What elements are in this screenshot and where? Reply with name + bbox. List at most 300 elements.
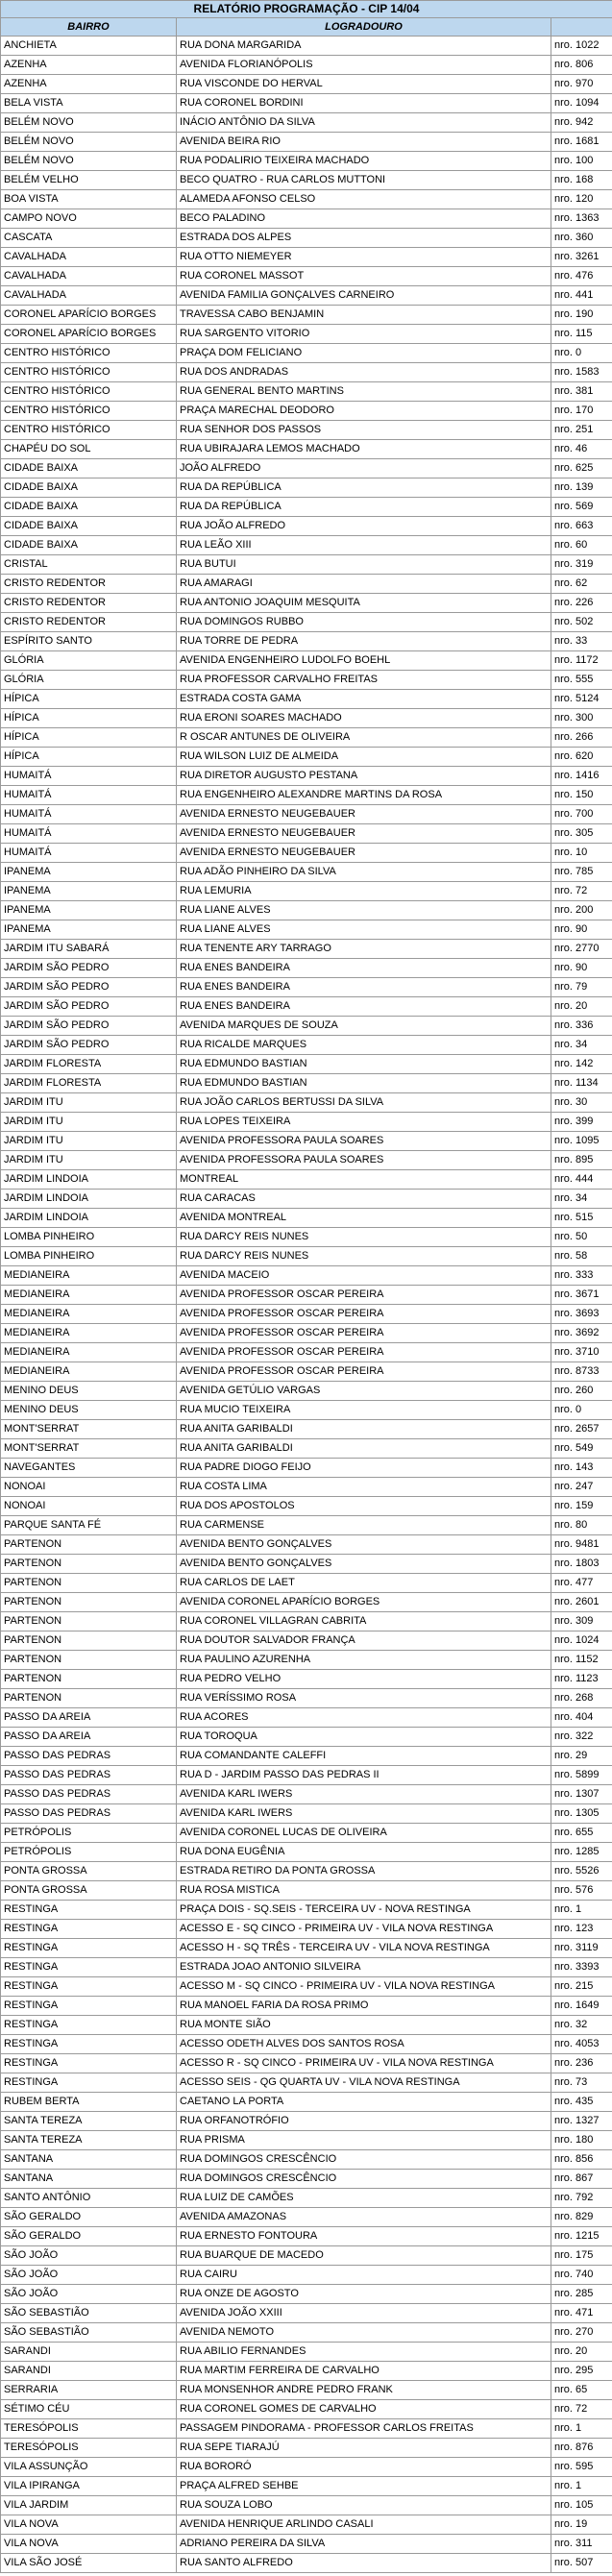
cell-logradouro[interactable]: RUA DIRETOR AUGUSTO PESTANA xyxy=(177,767,551,786)
cell-numero[interactable]: nro. 867 xyxy=(551,2170,612,2189)
cell-numero[interactable]: nro. 655 xyxy=(551,1824,612,1843)
cell-logradouro[interactable]: BECO QUATRO - RUA CARLOS MUTTONI xyxy=(177,171,551,190)
cell-logradouro[interactable]: RUA AMARAGI xyxy=(177,575,551,594)
cell-logradouro[interactable]: RUA ACORES xyxy=(177,1708,551,1728)
cell-bairro[interactable]: LOMBA PINHEIRO xyxy=(1,1228,177,1247)
cell-numero[interactable]: nro. 1363 xyxy=(551,209,612,229)
cell-bairro[interactable]: CAVALHADA xyxy=(1,248,177,267)
cell-numero[interactable]: nro. 620 xyxy=(551,748,612,767)
cell-numero[interactable]: nro. 1024 xyxy=(551,1631,612,1651)
cell-bairro[interactable]: CASCATA xyxy=(1,229,177,248)
cell-logradouro[interactable]: RUA ENES BANDEIRA xyxy=(177,997,551,1017)
cell-logradouro[interactable]: RUA ERONI SOARES MACHADO xyxy=(177,709,551,728)
cell-bairro[interactable]: BELÉM VELHO xyxy=(1,171,177,190)
cell-numero[interactable]: nro. 829 xyxy=(551,2208,612,2227)
cell-bairro[interactable]: RESTINGA xyxy=(1,1977,177,1997)
cell-logradouro[interactable]: AVENIDA BENTO GONÇALVES xyxy=(177,1555,551,1574)
cell-numero[interactable]: nro. 792 xyxy=(551,2189,612,2208)
cell-logradouro[interactable]: RUA PROFESSOR CARVALHO FREITAS xyxy=(177,671,551,690)
cell-numero[interactable]: nro. 20 xyxy=(551,997,612,1017)
cell-logradouro[interactable]: RUA ORFANOTRÓFIO xyxy=(177,2112,551,2131)
cell-bairro[interactable]: MENINO DEUS xyxy=(1,1382,177,1401)
cell-bairro[interactable]: CORONEL APARÍCIO BORGES xyxy=(1,306,177,325)
cell-logradouro[interactable]: RUA PRISMA xyxy=(177,2131,551,2150)
cell-numero[interactable]: nro. 159 xyxy=(551,1497,612,1516)
cell-numero[interactable]: nro. 3393 xyxy=(551,1958,612,1977)
cell-numero[interactable]: nro. 170 xyxy=(551,402,612,421)
cell-bairro[interactable]: PARTENON xyxy=(1,1689,177,1708)
cell-logradouro[interactable]: PASSAGEM PINDORAMA - PROFESSOR CARLOS FREITAS xyxy=(177,2419,551,2439)
column-header-numero[interactable] xyxy=(551,18,612,37)
cell-numero[interactable]: nro. 142 xyxy=(551,1055,612,1074)
cell-bairro[interactable]: CENTRO HISTÓRICO xyxy=(1,344,177,363)
cell-numero[interactable]: nro. 1 xyxy=(551,2477,612,2496)
cell-bairro[interactable]: PASSO DAS PEDRAS xyxy=(1,1766,177,1785)
cell-logradouro[interactable]: AVENIDA ERNESTO NEUGEBAUER xyxy=(177,824,551,844)
cell-numero[interactable]: nro. 123 xyxy=(551,1920,612,1939)
cell-logradouro[interactable]: RUA DOMINGOS CRESCÊNCIO xyxy=(177,2170,551,2189)
cell-numero[interactable]: nro. 1416 xyxy=(551,767,612,786)
cell-bairro[interactable]: NAVEGANTES xyxy=(1,1459,177,1478)
cell-bairro[interactable]: JARDIM FLORESTA xyxy=(1,1055,177,1074)
cell-bairro[interactable]: JARDIM ITU xyxy=(1,1151,177,1170)
cell-logradouro[interactable]: RUA SOUZA LOBO xyxy=(177,2496,551,2515)
cell-bairro[interactable]: PASSO DAS PEDRAS xyxy=(1,1804,177,1824)
cell-numero[interactable]: nro. 270 xyxy=(551,2323,612,2343)
cell-numero[interactable]: nro. 3710 xyxy=(551,1343,612,1362)
cell-logradouro[interactable]: AVENIDA MARQUES DE SOUZA xyxy=(177,1017,551,1036)
cell-bairro[interactable]: SANTANA xyxy=(1,2150,177,2170)
cell-bairro[interactable]: BELA VISTA xyxy=(1,94,177,113)
cell-numero[interactable]: nro. 115 xyxy=(551,325,612,344)
cell-bairro[interactable]: MONT'SERRAT xyxy=(1,1439,177,1459)
cell-bairro[interactable]: PETRÓPOLIS xyxy=(1,1843,177,1862)
cell-numero[interactable]: nro. 58 xyxy=(551,1247,612,1266)
cell-logradouro[interactable]: RUA ENGENHEIRO ALEXANDRE MARTINS DA ROSA xyxy=(177,786,551,805)
cell-numero[interactable]: nro. 3671 xyxy=(551,1286,612,1305)
cell-numero[interactable]: nro. 200 xyxy=(551,901,612,920)
cell-logradouro[interactable]: RUA EDMUNDO BASTIAN xyxy=(177,1055,551,1074)
cell-bairro[interactable]: PARTENON xyxy=(1,1612,177,1631)
cell-numero[interactable]: nro. 471 xyxy=(551,2304,612,2323)
cell-numero[interactable]: nro. 507 xyxy=(551,2554,612,2573)
cell-bairro[interactable]: VILA NOVA xyxy=(1,2515,177,2535)
cell-numero[interactable]: nro. 444 xyxy=(551,1170,612,1190)
cell-numero[interactable]: nro. 3261 xyxy=(551,248,612,267)
cell-bairro[interactable]: CAVALHADA xyxy=(1,286,177,306)
cell-bairro[interactable]: BOA VISTA xyxy=(1,190,177,209)
cell-logradouro[interactable]: RUA COMANDANTE CALEFFI xyxy=(177,1747,551,1766)
cell-numero[interactable]: nro. 105 xyxy=(551,2496,612,2515)
cell-logradouro[interactable]: RUA DA REPÚBLICA xyxy=(177,478,551,498)
cell-numero[interactable]: nro. 79 xyxy=(551,978,612,997)
cell-numero[interactable]: nro. 1285 xyxy=(551,1843,612,1862)
cell-bairro[interactable]: JARDIM ITU xyxy=(1,1093,177,1113)
cell-bairro[interactable]: CIDADE BAIXA xyxy=(1,459,177,478)
cell-numero[interactable]: nro. 806 xyxy=(551,56,612,75)
cell-numero[interactable]: nro. 236 xyxy=(551,2054,612,2073)
cell-numero[interactable]: nro. 5124 xyxy=(551,690,612,709)
cell-logradouro[interactable]: AVENIDA PROFESSOR OSCAR PEREIRA xyxy=(177,1305,551,1324)
cell-bairro[interactable]: JARDIM SÃO PEDRO xyxy=(1,978,177,997)
cell-numero[interactable]: nro. 73 xyxy=(551,2073,612,2093)
cell-numero[interactable]: nro. 90 xyxy=(551,920,612,940)
cell-logradouro[interactable]: AVENIDA NEMOTO xyxy=(177,2323,551,2343)
cell-bairro[interactable]: GLÓRIA xyxy=(1,651,177,671)
cell-numero[interactable]: nro. 46 xyxy=(551,440,612,459)
cell-logradouro[interactable]: RUA LEÃO XIII xyxy=(177,536,551,555)
cell-logradouro[interactable]: INÁCIO ANTÔNIO DA SILVA xyxy=(177,113,551,133)
cell-numero[interactable]: nro. 3693 xyxy=(551,1305,612,1324)
cell-bairro[interactable]: CRISTO REDENTOR xyxy=(1,613,177,632)
cell-logradouro[interactable]: R OSCAR ANTUNES DE OLIVEIRA xyxy=(177,728,551,748)
cell-bairro[interactable]: JARDIM SÃO PEDRO xyxy=(1,997,177,1017)
cell-logradouro[interactable]: RUA GENERAL BENTO MARTINS xyxy=(177,382,551,402)
cell-logradouro[interactable]: RUA MUCIO TEIXEIRA xyxy=(177,1401,551,1420)
cell-bairro[interactable]: IPANEMA xyxy=(1,863,177,882)
cell-logradouro[interactable]: ADRIANO PEREIRA DA SILVA xyxy=(177,2535,551,2554)
cell-logradouro[interactable]: AVENIDA JOÃO XXIII xyxy=(177,2304,551,2323)
cell-logradouro[interactable]: RUA CARMENSE xyxy=(177,1516,551,1535)
cell-numero[interactable]: nro. 441 xyxy=(551,286,612,306)
cell-numero[interactable]: nro. 336 xyxy=(551,1017,612,1036)
cell-numero[interactable]: nro. 1094 xyxy=(551,94,612,113)
cell-numero[interactable]: nro. 1134 xyxy=(551,1074,612,1093)
cell-logradouro[interactable]: RUA TENENTE ARY TARRAGO xyxy=(177,940,551,959)
cell-numero[interactable]: nro. 515 xyxy=(551,1209,612,1228)
cell-bairro[interactable]: JARDIM SÃO PEDRO xyxy=(1,1036,177,1055)
cell-logradouro[interactable]: RUA JOÃO CARLOS BERTUSSI DA SILVA xyxy=(177,1093,551,1113)
cell-logradouro[interactable]: CAETANO LA PORTA xyxy=(177,2093,551,2112)
cell-numero[interactable]: nro. 143 xyxy=(551,1459,612,1478)
cell-logradouro[interactable]: RUA PADRE DIOGO FEIJO xyxy=(177,1459,551,1478)
cell-logradouro[interactable]: RUA ABILIO FERNANDES xyxy=(177,2343,551,2362)
cell-logradouro[interactable]: RUA PEDRO VELHO xyxy=(177,1670,551,1689)
cell-logradouro[interactable]: RUA BORORÓ xyxy=(177,2458,551,2477)
cell-bairro[interactable]: PARTENON xyxy=(1,1651,177,1670)
cell-logradouro[interactable]: RUA CAIRU xyxy=(177,2266,551,2285)
cell-logradouro[interactable]: RUA DOS ANDRADAS xyxy=(177,363,551,382)
cell-bairro[interactable]: RESTINGA xyxy=(1,1958,177,1977)
cell-numero[interactable]: nro. 60 xyxy=(551,536,612,555)
cell-logradouro[interactable]: RUA DARCY REIS NUNES xyxy=(177,1247,551,1266)
cell-bairro[interactable]: IPANEMA xyxy=(1,920,177,940)
cell-logradouro[interactable]: RUA ANTONIO JOAQUIM MESQUITA xyxy=(177,594,551,613)
cell-logradouro[interactable]: AVENIDA PROFESSORA PAULA SOARES xyxy=(177,1151,551,1170)
cell-numero[interactable]: nro. 72 xyxy=(551,2400,612,2419)
cell-bairro[interactable]: SÃO GERALDO xyxy=(1,2208,177,2227)
cell-logradouro[interactable]: MONTREAL xyxy=(177,1170,551,1190)
cell-numero[interactable]: nro. 19 xyxy=(551,2515,612,2535)
cell-numero[interactable]: nro. 1172 xyxy=(551,651,612,671)
cell-numero[interactable]: nro. 10 xyxy=(551,844,612,863)
cell-logradouro[interactable]: AVENIDA PROFESSOR OSCAR PEREIRA xyxy=(177,1343,551,1362)
cell-bairro[interactable]: CIDADE BAIXA xyxy=(1,517,177,536)
cell-logradouro[interactable]: RUA SENHOR DOS PASSOS xyxy=(177,421,551,440)
column-header-logradouro[interactable]: LOGRADOURO xyxy=(177,18,551,37)
cell-numero[interactable]: nro. 90 xyxy=(551,959,612,978)
cell-logradouro[interactable]: AVENIDA GETÚLIO VARGAS xyxy=(177,1382,551,1401)
cell-bairro[interactable]: AZENHA xyxy=(1,56,177,75)
cell-bairro[interactable]: BELÉM NOVO xyxy=(1,152,177,171)
cell-bairro[interactable]: CENTRO HISTÓRICO xyxy=(1,382,177,402)
cell-bairro[interactable]: ANCHIETA xyxy=(1,37,177,56)
cell-logradouro[interactable]: RUA ADÃO PINHEIRO DA SILVA xyxy=(177,863,551,882)
cell-numero[interactable]: nro. 785 xyxy=(551,863,612,882)
cell-numero[interactable]: nro. 502 xyxy=(551,613,612,632)
cell-logradouro[interactable]: RUA COSTA LIMA xyxy=(177,1478,551,1497)
cell-logradouro[interactable]: ACESSO E - SQ CINCO - PRIMEIRA UV - VILA NOVA RESTINGA xyxy=(177,1920,551,1939)
cell-logradouro[interactable]: AVENIDA PROFESSOR OSCAR PEREIRA xyxy=(177,1362,551,1382)
cell-logradouro[interactable]: PRAÇA MARECHAL DEODORO xyxy=(177,402,551,421)
cell-bairro[interactable]: SÃO JOÃO xyxy=(1,2266,177,2285)
cell-bairro[interactable]: CIDADE BAIXA xyxy=(1,478,177,498)
cell-bairro[interactable]: VILA NOVA xyxy=(1,2535,177,2554)
cell-bairro[interactable]: PARTENON xyxy=(1,1555,177,1574)
cell-numero[interactable]: nro. 50 xyxy=(551,1228,612,1247)
cell-numero[interactable]: nro. 4053 xyxy=(551,2035,612,2054)
cell-logradouro[interactable]: RUA CORONEL VILLAGRAN CABRITA xyxy=(177,1612,551,1631)
cell-numero[interactable]: nro. 268 xyxy=(551,1689,612,1708)
cell-bairro[interactable]: PONTA GROSSA xyxy=(1,1881,177,1901)
cell-logradouro[interactable]: PRAÇA ALFRED SEHBE xyxy=(177,2477,551,2496)
cell-bairro[interactable]: HUMAITÁ xyxy=(1,844,177,863)
cell-logradouro[interactable]: AVENIDA FAMILIA GONÇALVES CARNEIRO xyxy=(177,286,551,306)
cell-logradouro[interactable]: AVENIDA CORONEL APARÍCIO BORGES xyxy=(177,1593,551,1612)
cell-logradouro[interactable]: RUA SARGENTO VITORIO xyxy=(177,325,551,344)
cell-numero[interactable]: nro. 30 xyxy=(551,1093,612,1113)
cell-bairro[interactable]: HÍPICA xyxy=(1,709,177,728)
cell-logradouro[interactable]: RUA WILSON LUIZ DE ALMEIDA xyxy=(177,748,551,767)
cell-numero[interactable]: nro. 5899 xyxy=(551,1766,612,1785)
cell-bairro[interactable]: CORONEL APARÍCIO BORGES xyxy=(1,325,177,344)
cell-logradouro[interactable]: RUA CORONEL MASSOT xyxy=(177,267,551,286)
cell-numero[interactable]: nro. 8733 xyxy=(551,1362,612,1382)
cell-numero[interactable]: nro. 595 xyxy=(551,2458,612,2477)
cell-bairro[interactable]: SÃO JOÃO xyxy=(1,2246,177,2266)
cell-bairro[interactable]: BELÉM NOVO xyxy=(1,133,177,152)
cell-logradouro[interactable]: RUA DONA EUGÊNIA xyxy=(177,1843,551,1862)
cell-bairro[interactable]: MEDIANEIRA xyxy=(1,1266,177,1286)
cell-numero[interactable]: nro. 0 xyxy=(551,344,612,363)
cell-bairro[interactable]: PARTENON xyxy=(1,1670,177,1689)
cell-logradouro[interactable]: AVENIDA CORONEL LUCAS DE OLIVEIRA xyxy=(177,1824,551,1843)
cell-logradouro[interactable]: RUA DOMINGOS CRESCÊNCIO xyxy=(177,2150,551,2170)
cell-numero[interactable]: nro. 576 xyxy=(551,1881,612,1901)
cell-numero[interactable]: nro. 260 xyxy=(551,1382,612,1401)
cell-numero[interactable]: nro. 970 xyxy=(551,75,612,94)
cell-numero[interactable]: nro. 1307 xyxy=(551,1785,612,1804)
cell-numero[interactable]: nro. 311 xyxy=(551,2535,612,2554)
cell-bairro[interactable]: RESTINGA xyxy=(1,1920,177,1939)
cell-bairro[interactable]: JARDIM SÃO PEDRO xyxy=(1,959,177,978)
cell-logradouro[interactable]: RUA MONTE SIÃO xyxy=(177,2016,551,2035)
cell-bairro[interactable]: MEDIANEIRA xyxy=(1,1324,177,1343)
cell-bairro[interactable]: MONT'SERRAT xyxy=(1,1420,177,1439)
cell-bairro[interactable]: HÍPICA xyxy=(1,728,177,748)
cell-bairro[interactable]: SANTANA xyxy=(1,2170,177,2189)
cell-logradouro[interactable]: ESTRADA JOAO ANTONIO SILVEIRA xyxy=(177,1958,551,1977)
cell-logradouro[interactable]: TRAVESSA CABO BENJAMIN xyxy=(177,306,551,325)
cell-logradouro[interactable]: RUA LIANE ALVES xyxy=(177,920,551,940)
cell-logradouro[interactable]: RUA ONZE DE AGOSTO xyxy=(177,2285,551,2304)
cell-numero[interactable]: nro. 180 xyxy=(551,2131,612,2150)
cell-logradouro[interactable]: RUA ANITA GARIBALDI xyxy=(177,1439,551,1459)
cell-numero[interactable]: nro. 2657 xyxy=(551,1420,612,1439)
cell-numero[interactable]: nro. 65 xyxy=(551,2381,612,2400)
cell-bairro[interactable]: PASSO DAS PEDRAS xyxy=(1,1747,177,1766)
cell-numero[interactable]: nro. 333 xyxy=(551,1266,612,1286)
column-header-bairro[interactable]: BAIRRO xyxy=(1,18,177,37)
cell-logradouro[interactable]: RUA CORONEL BORDINI xyxy=(177,94,551,113)
cell-bairro[interactable]: CHAPÉU DO SOL xyxy=(1,440,177,459)
cell-numero[interactable]: nro. 175 xyxy=(551,2246,612,2266)
cell-numero[interactable]: nro. 300 xyxy=(551,709,612,728)
cell-bairro[interactable]: PASSO DAS PEDRAS xyxy=(1,1785,177,1804)
cell-logradouro[interactable]: RUA SEPE TIARAJÚ xyxy=(177,2439,551,2458)
cell-logradouro[interactable]: ACESSO R - SQ CINCO - PRIMEIRA UV - VILA NOVA RESTINGA xyxy=(177,2054,551,2073)
cell-numero[interactable]: nro. 285 xyxy=(551,2285,612,2304)
cell-numero[interactable]: nro. 895 xyxy=(551,1151,612,1170)
cell-logradouro[interactable]: RUA UBIRAJARA LEMOS MACHADO xyxy=(177,440,551,459)
cell-bairro[interactable]: HUMAITÁ xyxy=(1,824,177,844)
cell-logradouro[interactable]: RUA DOMINGOS RUBBO xyxy=(177,613,551,632)
cell-logradouro[interactable]: RUA CARLOS DE LAET xyxy=(177,1574,551,1593)
cell-bairro[interactable]: MEDIANEIRA xyxy=(1,1362,177,1382)
cell-bairro[interactable]: SARANDI xyxy=(1,2362,177,2381)
cell-numero[interactable]: nro. 150 xyxy=(551,786,612,805)
cell-logradouro[interactable]: RUA LIANE ALVES xyxy=(177,901,551,920)
cell-logradouro[interactable]: RUA TOROQUA xyxy=(177,1728,551,1747)
cell-numero[interactable]: nro. 72 xyxy=(551,882,612,901)
cell-logradouro[interactable]: RUA ERNESTO FONTOURA xyxy=(177,2227,551,2246)
cell-numero[interactable]: nro. 549 xyxy=(551,1439,612,1459)
cell-bairro[interactable]: JARDIM ITU xyxy=(1,1132,177,1151)
cell-bairro[interactable]: SÃO JOÃO xyxy=(1,2285,177,2304)
cell-numero[interactable]: nro. 555 xyxy=(551,671,612,690)
cell-logradouro[interactable]: RUA OTTO NIEMEYER xyxy=(177,248,551,267)
cell-numero[interactable]: nro. 266 xyxy=(551,728,612,748)
cell-bairro[interactable]: CRISTO REDENTOR xyxy=(1,594,177,613)
cell-logradouro[interactable]: ESTRADA COSTA GAMA xyxy=(177,690,551,709)
cell-numero[interactable]: nro. 435 xyxy=(551,2093,612,2112)
cell-bairro[interactable]: HÍPICA xyxy=(1,690,177,709)
cell-numero[interactable]: nro. 1649 xyxy=(551,1997,612,2016)
cell-numero[interactable]: nro. 1152 xyxy=(551,1651,612,1670)
cell-logradouro[interactable]: RUA DARCY REIS NUNES xyxy=(177,1228,551,1247)
cell-logradouro[interactable]: RUA PAULINO AZURENHA xyxy=(177,1651,551,1670)
cell-numero[interactable]: nro. 700 xyxy=(551,805,612,824)
cell-numero[interactable]: nro. 305 xyxy=(551,824,612,844)
cell-numero[interactable]: nro. 381 xyxy=(551,382,612,402)
cell-bairro[interactable]: SARANDI xyxy=(1,2343,177,2362)
cell-bairro[interactable]: JARDIM ITU SABARÁ xyxy=(1,940,177,959)
cell-numero[interactable]: nro. 319 xyxy=(551,555,612,575)
cell-bairro[interactable]: CAVALHADA xyxy=(1,267,177,286)
cell-logradouro[interactable]: RUA CORONEL GOMES DE CARVALHO xyxy=(177,2400,551,2419)
cell-logradouro[interactable]: RUA D - JARDIM PASSO DAS PEDRAS II xyxy=(177,1766,551,1785)
cell-bairro[interactable]: RUBEM BERTA xyxy=(1,2093,177,2112)
cell-numero[interactable]: nro. 309 xyxy=(551,1612,612,1631)
cell-logradouro[interactable]: AVENIDA BEIRA RIO xyxy=(177,133,551,152)
cell-bairro[interactable]: RESTINGA xyxy=(1,2016,177,2035)
cell-bairro[interactable]: PETRÓPOLIS xyxy=(1,1824,177,1843)
cell-logradouro[interactable]: RUA ENES BANDEIRA xyxy=(177,978,551,997)
cell-bairro[interactable]: PARTENON xyxy=(1,1574,177,1593)
cell-numero[interactable]: nro. 295 xyxy=(551,2362,612,2381)
cell-logradouro[interactable]: RUA ROSA MISTICA xyxy=(177,1881,551,1901)
cell-logradouro[interactable]: ESTRADA DOS ALPES xyxy=(177,229,551,248)
cell-numero[interactable]: nro. 120 xyxy=(551,190,612,209)
cell-numero[interactable]: nro. 942 xyxy=(551,113,612,133)
cell-numero[interactable]: nro. 247 xyxy=(551,1478,612,1497)
cell-logradouro[interactable]: AVENIDA MACEIO xyxy=(177,1266,551,1286)
cell-numero[interactable]: nro. 62 xyxy=(551,575,612,594)
cell-numero[interactable]: nro. 215 xyxy=(551,1977,612,1997)
cell-logradouro[interactable]: PRAÇA DOIS - SQ.SEIS - TERCEIRA UV - NOVA RESTINGA xyxy=(177,1901,551,1920)
cell-logradouro[interactable]: RUA EDMUNDO BASTIAN xyxy=(177,1074,551,1093)
cell-numero[interactable]: nro. 1095 xyxy=(551,1132,612,1151)
cell-logradouro[interactable]: RUA MARTIM FERREIRA DE CARVALHO xyxy=(177,2362,551,2381)
cell-bairro[interactable]: PARTENON xyxy=(1,1631,177,1651)
cell-bairro[interactable]: PARTENON xyxy=(1,1593,177,1612)
cell-bairro[interactable]: IPANEMA xyxy=(1,901,177,920)
cell-bairro[interactable]: PASSO DA AREIA xyxy=(1,1708,177,1728)
cell-numero[interactable]: nro. 1 xyxy=(551,1901,612,1920)
cell-bairro[interactable]: VILA SÃO JOSÉ xyxy=(1,2554,177,2573)
cell-numero[interactable]: nro. 477 xyxy=(551,1574,612,1593)
cell-bairro[interactable]: RESTINGA xyxy=(1,1997,177,2016)
cell-logradouro[interactable]: ACESSO SEIS - QG QUARTA UV - VILA NOVA RESTINGA xyxy=(177,2073,551,2093)
cell-bairro[interactable]: JARDIM LINDOIA xyxy=(1,1209,177,1228)
cell-numero[interactable]: nro. 5526 xyxy=(551,1862,612,1881)
cell-bairro[interactable]: JARDIM SÃO PEDRO xyxy=(1,1017,177,1036)
cell-numero[interactable]: nro. 663 xyxy=(551,517,612,536)
cell-logradouro[interactable]: RUA LEMURIA xyxy=(177,882,551,901)
cell-bairro[interactable]: RESTINGA xyxy=(1,2035,177,2054)
cell-bairro[interactable]: AZENHA xyxy=(1,75,177,94)
cell-logradouro[interactable]: AVENIDA BENTO GONÇALVES xyxy=(177,1535,551,1555)
cell-numero[interactable]: nro. 9481 xyxy=(551,1535,612,1555)
cell-logradouro[interactable]: ACESSO M - SQ CINCO - PRIMEIRA UV - VILA NOVA RESTINGA xyxy=(177,1977,551,1997)
cell-bairro[interactable]: GLÓRIA xyxy=(1,671,177,690)
cell-logradouro[interactable]: RUA MANOEL FARIA DA ROSA PRIMO xyxy=(177,1997,551,2016)
cell-numero[interactable]: nro. 1305 xyxy=(551,1804,612,1824)
cell-numero[interactable]: nro. 1123 xyxy=(551,1670,612,1689)
cell-numero[interactable]: nro. 1681 xyxy=(551,133,612,152)
cell-logradouro[interactable]: AVENIDA ERNESTO NEUGEBAUER xyxy=(177,844,551,863)
cell-bairro[interactable]: MEDIANEIRA xyxy=(1,1343,177,1362)
cell-numero[interactable]: nro. 360 xyxy=(551,229,612,248)
cell-numero[interactable]: nro. 2770 xyxy=(551,940,612,959)
cell-bairro[interactable]: TERESÓPOLIS xyxy=(1,2419,177,2439)
cell-numero[interactable]: nro. 1215 xyxy=(551,2227,612,2246)
cell-bairro[interactable]: SANTO ANTÔNIO xyxy=(1,2189,177,2208)
cell-logradouro[interactable]: AVENIDA ENGENHEIRO LUDOLFO BOEHL xyxy=(177,651,551,671)
cell-numero[interactable]: nro. 20 xyxy=(551,2343,612,2362)
cell-numero[interactable]: nro. 3692 xyxy=(551,1324,612,1343)
cell-bairro[interactable]: RESTINGA xyxy=(1,2073,177,2093)
cell-bairro[interactable]: TERESÓPOLIS xyxy=(1,2439,177,2458)
cell-bairro[interactable]: SÉTIMO CÉU xyxy=(1,2400,177,2419)
cell-logradouro[interactable]: RUA RICALDE MARQUES xyxy=(177,1036,551,1055)
cell-numero[interactable]: nro. 33 xyxy=(551,632,612,651)
cell-logradouro[interactable]: RUA PODALIRIO TEIXEIRA MACHADO xyxy=(177,152,551,171)
cell-bairro[interactable]: CENTRO HISTÓRICO xyxy=(1,363,177,382)
cell-bairro[interactable]: HUMAITÁ xyxy=(1,767,177,786)
cell-numero[interactable]: nro. 139 xyxy=(551,478,612,498)
cell-numero[interactable]: nro. 476 xyxy=(551,267,612,286)
